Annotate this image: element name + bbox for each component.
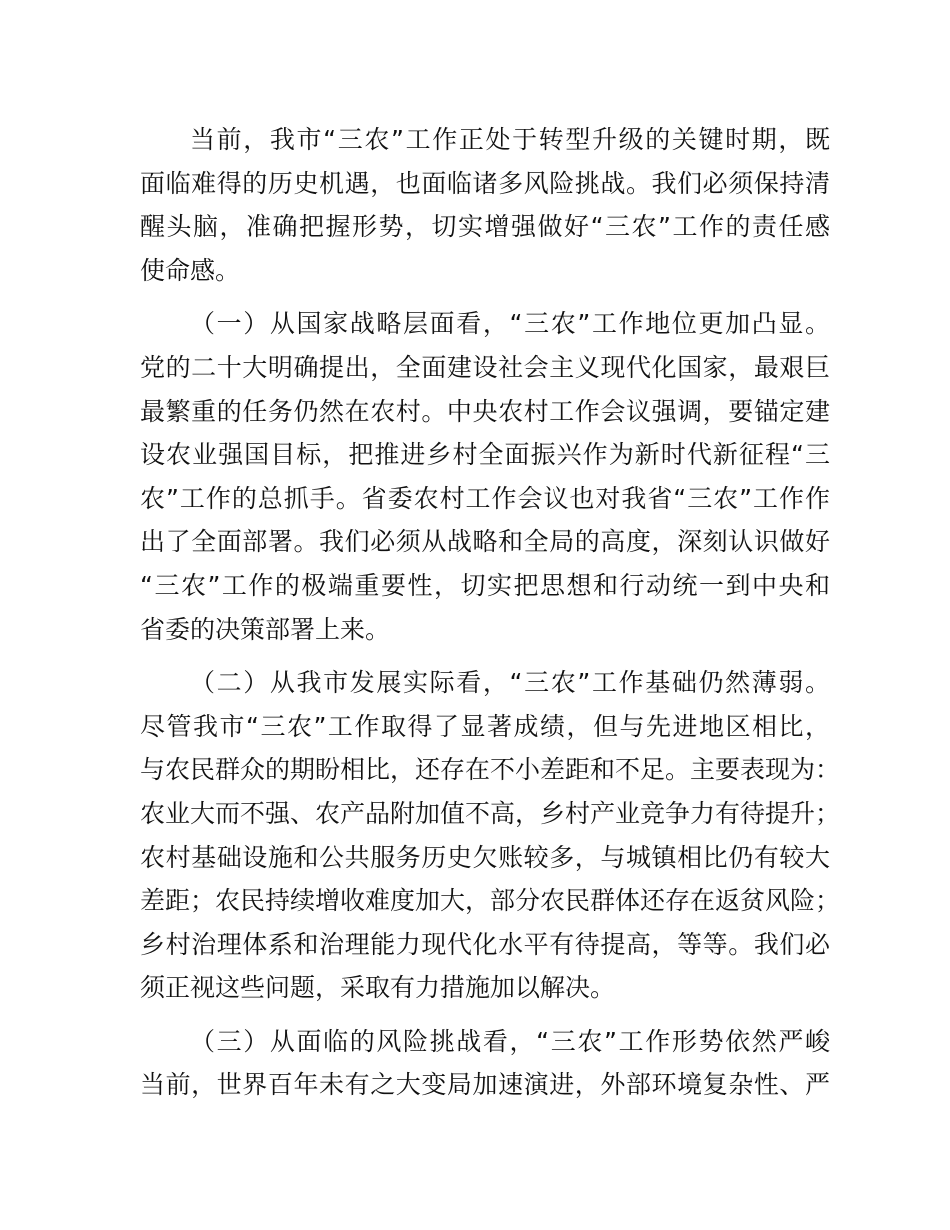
text-line: 醒头脑，准确把握形势，切实增强做好“三农”工作的责任感 — [140, 212, 830, 242]
text-line: 乡村治理体系和治理能力现代化水平有待提高，等等。我们必 — [140, 929, 830, 959]
text-line: 使命感。 — [140, 255, 241, 285]
text-line: “三农”工作的极端重要性，切实把思想和行动统一到中央和 — [140, 570, 830, 600]
text-line: 出了全面部署。我们必须从战略和全局的高度，深刻认识做好 — [140, 527, 830, 557]
text-line: 农村基础设施和公共服务历史欠账较多，与城镇相比仍有较大 — [140, 842, 830, 872]
text-line: 当前，我市“三农”工作正处于转型升级的关键时期，既 — [190, 125, 830, 154]
paragraph-intro — [140, 118, 830, 292]
text-line: 须正视这些问题，采取有力措施加以解决。 — [140, 973, 616, 1003]
text-line: 当前，世界百年未有之大变局加速演进，外部环境复杂性、严 — [140, 1070, 830, 1100]
text-line: 党的二十大明确提出，全面建设社会主义现代化国家，最艰巨 — [140, 352, 830, 382]
section-heading-3: （三）从面临的风险挑战看，“三农”工作形势依然严峻 — [190, 1026, 830, 1056]
text-line: 差距；农民持续增收难度加大，部分农民群体还存在返贫风险； — [140, 886, 841, 916]
paragraph-section-1 — [140, 302, 830, 651]
text-line: 尽管我市“三农”工作取得了显著成绩，但与先进地区相比， — [140, 711, 830, 741]
text-line: 设农业强国目标，把推进乡村全面振兴作为新时代新征程“三 — [140, 440, 830, 470]
text-line: 与农民群众的期盼相比，还存在不小差距和不足。主要表现为： — [140, 755, 841, 785]
text-line: 省委的决策部署上来。 — [140, 614, 391, 644]
section-heading-2: （二）从我市发展实际看，“三农”工作基础仍然薄弱。 — [190, 668, 830, 698]
text-line: 最繁重的任务仍然在农村。中央农村工作会议强调，要锚定建 — [140, 396, 830, 426]
paragraph-section-2 — [140, 661, 841, 1010]
text-line: 农业大而不强、农产品附加值不高，乡村产业竞争力有待提升； — [140, 798, 841, 828]
text-line: 面临难得的历史机遇，也面临诸多风险挑战。我们必须保持清 — [140, 168, 830, 198]
document-body — [140, 118, 841, 1117]
text-line: 农”工作的总抓手。省委农村工作会议也对我省“三农”工作作 — [140, 483, 830, 513]
paragraph-section-3 — [140, 1020, 830, 1107]
section-heading-1: （一）从国家战略层面看，“三农”工作地位更加凸显。 — [190, 309, 830, 339]
